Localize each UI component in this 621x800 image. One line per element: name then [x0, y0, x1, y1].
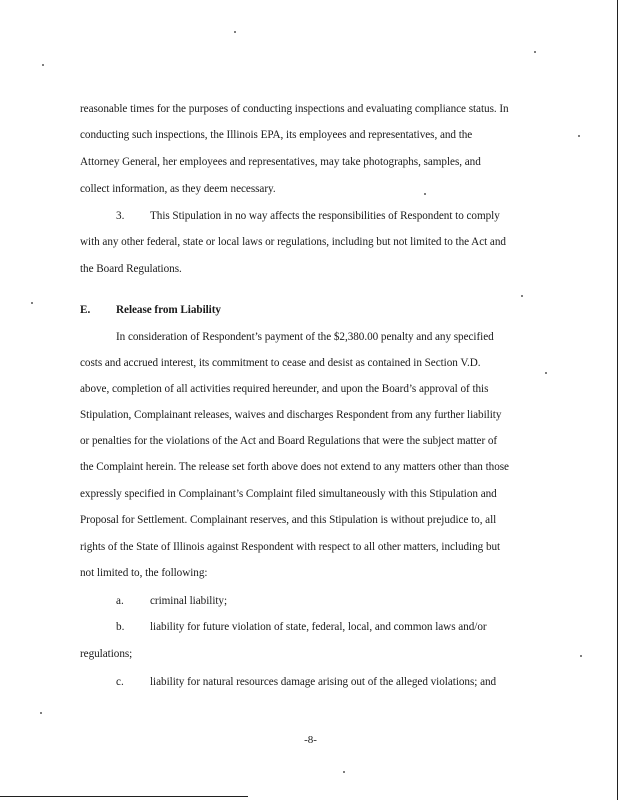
- list-item-text: criminal liability;: [150, 595, 228, 607]
- scan-speck: [343, 771, 345, 773]
- list-item-letter: c.: [116, 676, 124, 688]
- list-item-text: regulations;: [80, 648, 133, 660]
- list-item-letter: a.: [116, 595, 124, 607]
- paragraph-line: expressly specified in Complainant’s Complaint filed simultaneously with this Stipulation and: [80, 488, 497, 500]
- scan-edge-right: [617, 0, 618, 800]
- page-number: -8-: [304, 734, 317, 746]
- list-item-text: liability for natural resources damage arising out of the alleged violations; and: [150, 676, 497, 688]
- paragraph-line: Proposal for Settlement. Complainant reserves, and this Stipulation is without prejudice to, all: [80, 514, 497, 526]
- paragraph-line: reasonable times for the purposes of conducting inspections and evaluating compliance status. In: [80, 103, 509, 115]
- scan-speck: [578, 135, 580, 137]
- item-number: 3.: [116, 210, 125, 222]
- section-letter: E.: [80, 304, 91, 316]
- paragraph-line: This Stipulation in no way affects the responsibilities of Respondent to comply: [150, 210, 500, 222]
- paragraph-line: not limited to, the following:: [80, 567, 208, 579]
- list-item-letter: b.: [116, 621, 125, 633]
- scan-speck: [234, 31, 236, 33]
- list-item-text: liability for future violation of state, federal, local, and common laws and/or: [150, 621, 487, 633]
- scan-speck: [521, 295, 523, 297]
- scan-speck: [545, 372, 547, 374]
- paragraph-line: with any other federal, state or local laws or regulations, including but not limited to the Act and: [80, 236, 506, 248]
- paragraph-line: collect information, as they deem necessary.: [80, 183, 276, 195]
- scan-speck: [40, 712, 42, 714]
- paragraph-line: conducting such inspections, the Illinois EPA, its employees and representatives, and the: [80, 129, 473, 141]
- paragraph-line: the Complaint herein. The release set forth above does not extend to any matters other than those: [80, 461, 509, 473]
- paragraph-line: above, completion of all activities required hereunder, and upon the Board’s approval of this: [80, 383, 489, 395]
- scan-speck: [42, 64, 44, 66]
- paragraph-line: the Board Regulations.: [80, 263, 182, 275]
- scan-speck: [424, 193, 426, 195]
- scan-speck: [580, 655, 582, 657]
- paragraph-line: In consideration of Respondent’s payment of the $2,380.00 penalty and any specified: [116, 331, 494, 343]
- paragraph-line: rights of the State of Illinois against Respondent with respect to all other matters, including but: [80, 541, 501, 553]
- section-title: Release from Liability: [116, 304, 221, 316]
- paragraph-line: costs and accrued interest, its commitment to cease and desist as contained in Section V.D.: [80, 357, 481, 369]
- scan-speck: [534, 51, 536, 53]
- paragraph-line: or penalties for the violations of the Act and Board Regulations that were the subject matter of: [80, 435, 498, 447]
- scan-speck: [31, 302, 33, 304]
- paragraph-line: Attorney General, her employees and representatives, may take photographs, samples, and: [80, 156, 481, 168]
- paragraph-line: Stipulation, Complainant releases, waives and discharges Respondent from any further liability: [80, 409, 502, 421]
- scan-edge-bottom: [0, 796, 248, 797]
